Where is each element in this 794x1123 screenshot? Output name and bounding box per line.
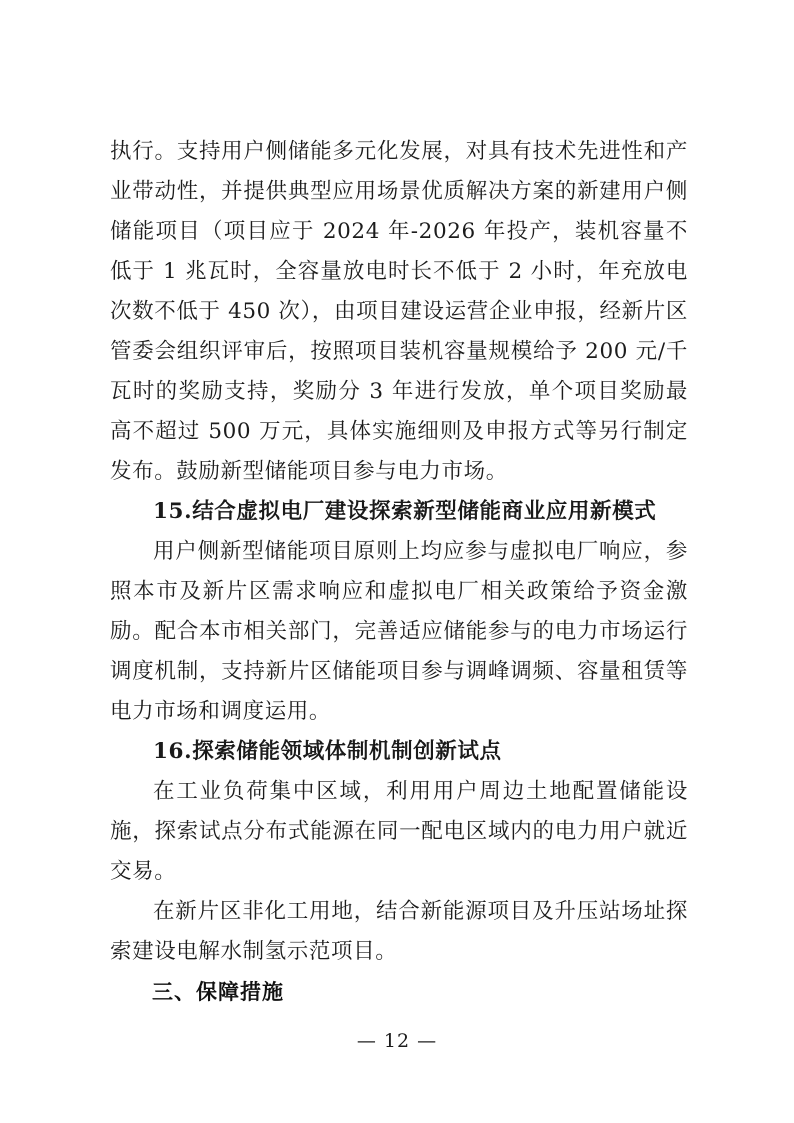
paragraph-policy-continuation: 执行。支持用户侧储能多元化发展，对具有技术先进性和产业带动性，并提供典型应用场景优质解决方案的新建用户侧储能项目（项目应于 2024 年-2026 年投产，装机容量不低于 1 兆瓦时，全容量放电时长不低于 2 小时，年充放电次数不低于 450 次），由项目建设运营企业申报，经新片区管委会组织评审后，按照项目装机容量规模给予 200 元/千瓦时的奖励支持，奖励分 3 年进行发放，单个项目奖励最高不超过 500 万元，具体实施细则及申报方式等另行制定发布。鼓励新型储能项目参与电力市场。: [110, 139, 688, 484]
paragraph-hydrogen-demonstration: 在新片区非化工用地，结合新能源项目及升压站场址探索建设电解水制氢示范项目。: [110, 899, 688, 964]
document-body: [110, 132, 688, 1012]
subheading-item-15: 15.结合虚拟电厂建设探索新型储能商业应用新模式: [153, 499, 657, 524]
paragraph-industrial-load-area: 在工业负荷集中区域，利用用户周边土地配置储能设施，探索试点分布式能源在同一配电区域内的电力用户就近交易。: [110, 779, 688, 884]
paragraph-virtual-power-plant: 用户侧新型储能项目原则上均应参与虚拟电厂响应，参照本市及新片区需求响应和虚拟电厂相关政策给予资金激励。配合本市相关部门，完善适应储能参与的电力市场运行调度机制，支持新片区储能项目参与调峰调频、容量租赁等电力市场和调度运用。: [110, 539, 688, 724]
subheading-item-16: 16.探索储能领域体制机制创新试点: [153, 739, 502, 764]
section-heading-safeguard-measures: 三、保障措施: [152, 980, 284, 1004]
page-number: — 12 —: [356, 1030, 438, 1052]
